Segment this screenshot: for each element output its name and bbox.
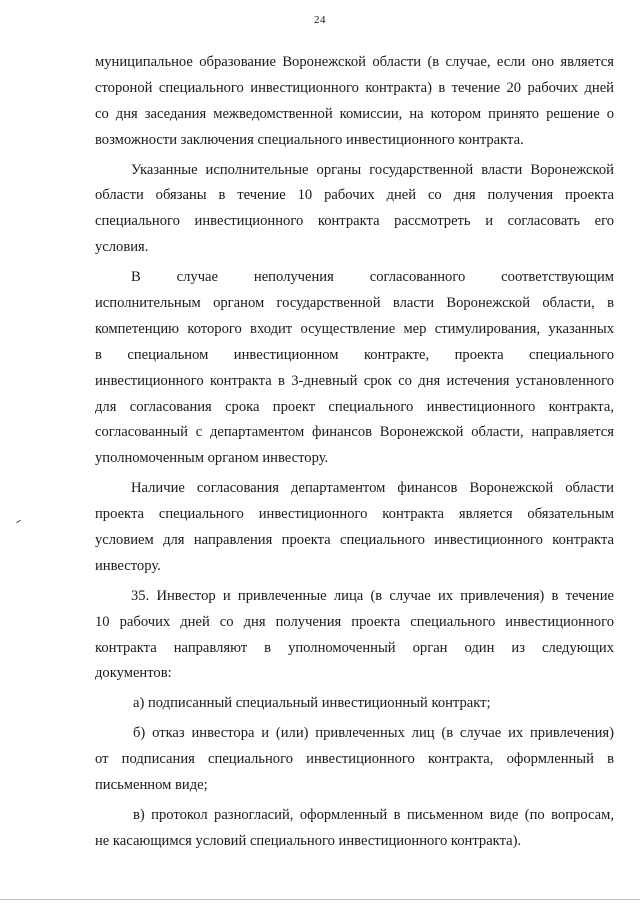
- paragraph: [95, 584, 614, 688]
- text-line: Указанные исполнительные органы государственной власти Воронежской: [131, 161, 614, 178]
- page-number: 24: [314, 14, 326, 26]
- text-line: для согласования срока проект специального инвестиционного контракта,: [95, 398, 614, 415]
- page-bottom-edge: [0, 899, 640, 900]
- paragraph: [95, 476, 614, 580]
- list-item: [95, 721, 614, 799]
- text-line: контракта направляют в уполномоченный орган один из следующих: [95, 639, 614, 656]
- text-line: в) протокол разногласий, оформленный в письменном виде (по вопросам,: [133, 806, 614, 823]
- text-line: в специальном инвестиционном контракте, проекта специального: [95, 346, 614, 363]
- text-line: со дня заседания межведомственной комиссии, на котором принято решение о: [95, 105, 614, 122]
- text-line: уполномоченным органом инвестору.: [95, 450, 329, 467]
- document-text: [95, 50, 614, 855]
- text-line: В случае неполучения согласованного соответствующим: [131, 269, 614, 286]
- text-line: а) подписанный специальный инвестиционный контракт;: [133, 695, 491, 712]
- text-line: не касающимся условий специального инвестиционного контракта).: [95, 832, 522, 849]
- text-line: Наличие согласования департаментом финансов Воронежской области: [131, 480, 614, 497]
- text-line: инвестору.: [95, 557, 161, 574]
- text-line: 10 рабочих дней со дня получения проекта специального инвестиционного: [95, 613, 614, 630]
- text-line: компетенцию которого входит осуществление мер стимулирования, указанных: [95, 320, 614, 337]
- list-item: [95, 691, 614, 717]
- text-line: условием для направления проекта специального инвестиционного контракта: [95, 532, 614, 549]
- list-item: [95, 803, 614, 855]
- paragraph: [95, 158, 614, 262]
- text-line: инвестиционного контракта в 3-дневный срок со дня истечения установленного: [95, 372, 614, 389]
- text-line: 35. Инвестор и привлеченные лица (в случае их привлечения) в течение: [131, 587, 614, 604]
- scan-artifact: [16, 520, 21, 524]
- paragraph: [95, 265, 614, 472]
- text-line: проекта специального инвестиционного контракта является обязательным: [95, 506, 614, 523]
- text-line: от подписания специального инвестиционного контракта, оформленный в: [95, 751, 614, 768]
- text-line: б) отказ инвестора и (или) привлеченных лиц (в случае их привлечения): [133, 725, 614, 742]
- text-line: согласованный с департаментом финансов Воронежской области, направляется: [95, 424, 614, 441]
- text-line: специального инвестиционного контракта рассмотреть и согласовать его: [95, 213, 614, 230]
- text-line: муниципальное образование Воронежской области (в случае, если оно является: [95, 54, 614, 70]
- paragraph: [95, 50, 614, 154]
- text-line: области обязаны в течение 10 рабочих дней со дня получения проекта: [95, 187, 614, 204]
- text-line: возможности заключения специального инвестиционного контракта.: [95, 131, 524, 148]
- text-line: письменном виде;: [95, 777, 208, 794]
- text-line: документов:: [95, 665, 172, 682]
- text-line: условия.: [95, 239, 149, 256]
- text-line: исполнительным органом государственной власти Воронежской области, в: [95, 295, 614, 312]
- text-line: стороной специального инвестиционного контракта) в течение 20 рабочих дней: [95, 79, 614, 96]
